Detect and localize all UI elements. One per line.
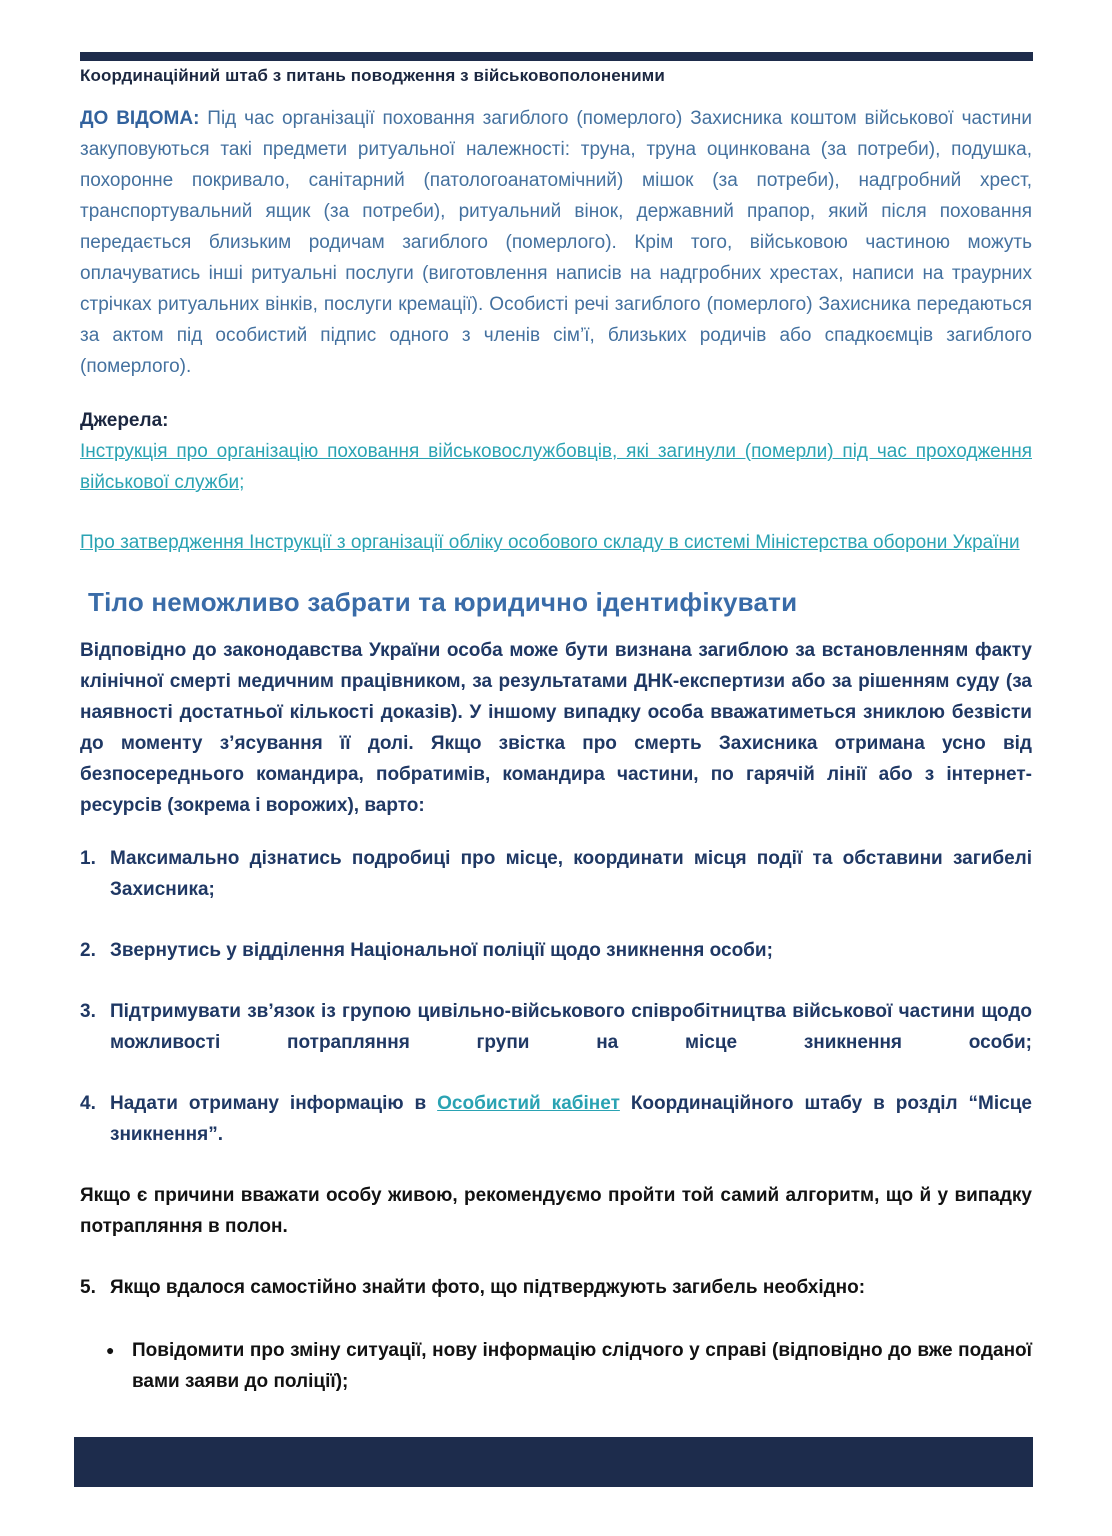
document-header: Координаційний штаб з питань поводження з військовополоненими [80,66,665,85]
bullet-text: Повідомити про зміну ситуації, нову інформацію слідчого у справі (відповідно до вже поданої вами заяви до поліції); [132,1340,1032,1392]
item-number: 1. [80,848,96,869]
sources-heading: Джерела: [80,410,169,431]
item-number: 3. [80,1001,96,1022]
list-item-4 [80,1088,1032,1150]
item-text: Якщо вдалося самостійно знайти фото, що підтверджують загибель необхідно: [110,1277,866,1298]
list-item-3 [80,996,1032,1058]
footer-bar [74,1437,1033,1487]
numbered-list [80,843,1032,1150]
item-number: 5. [80,1277,96,1298]
top-divider-bar [80,52,1033,61]
note-paragraph: Якщо є причини вважати особу живою, рекомендуємо пройти той самий алгоритм, що й у випадку потрапляння в полон. [80,1185,1032,1237]
item-number: 2. [80,940,96,961]
source-link-row [80,436,1032,498]
intro-paragraph [80,103,1032,382]
item-text: Звернутись у відділення Національної поліції щодо зникнення особи; [110,940,773,961]
list-item-5 [80,1272,1032,1303]
intro-text: Під час організації поховання загиблого (померлого) Захисника коштом військової частини закуповуються такі предмети ритуальної належності: труна, труна оцинкована (за потреби), подушка, похоронне покривало, санітарний (патологоанатомічний) мішок (за потреби), надгробний хрест, транспортувальний ящик (за потреби), ритуальний вінок, державний прапор, який після поховання передається близьким родичам загиблого (померлого). Крім того, військовою частиною можуть оплачуватись інші ритуальні послуги (виготовлення написів на надгробних хрестах, написи на траурних стрічках ритуальних вінків, послуги кремації). Особисті речі загиблого (померлого) Захисника передаються за актом під особистий підпис одного з членів сім’ї, близьких родичів або спадкоємців загиблого (померлого). [80,108,1032,377]
item-number: 4. [80,1093,96,1114]
item-text-after: Координаційного штабу в розділ “Місце зникнення”. [110,1093,1032,1145]
personal-cabinet-link[interactable]: Особистий кабінет [437,1093,620,1114]
section-paragraph: Відповідно до законодавства України особа може бути визнана загиблою за встановленням факту клінічної смерті медичним працівником, за результатами ДНК-експертизи або за рішенням суду (за наявності достатньої кількості доказів). У іншому випадку особа вважатиметься зниклою безвісти до моменту з’ясування її долі. Якщо звістка про смерть Захисника отримана усно від безпосереднього командира, побратимів, командира частини, по гарячій лінії або з інтернет-ресурсів (зокрема і ворожих), варто: [80,640,1032,816]
bullet-item [106,1335,1032,1397]
section-title: Тіло неможливо забрати та юридично ідентифікувати [88,587,798,617]
document-content [80,66,1032,1397]
intro-label: ДО ВІДОМА: [80,108,200,129]
source-link-burial-instruction[interactable]: Інструкція про організацію поховання військовослужбовців, які загинули (померли) під час проходження військової служби; [80,441,1032,493]
item-text: Підтримувати зв’язок із групою цивільно-військового співробітництва військової частини щодо можливості потрапляння групи на місце зникнення особи; [110,1001,1032,1053]
item-text-before: Надати отриману інформацію в [110,1093,438,1114]
list-item-1 [80,843,1032,905]
source-link-personnel-accounting[interactable]: Про затвердження Інструкції з організації обліку особового складу в системі Міністерства оборони України [80,532,1020,553]
item-text: Максимально дізнатись подробиці про місце, координати місця події та обставини загибелі Захисника; [110,848,1032,900]
source-link-row [80,527,1032,558]
bullet-icon: ● [106,1342,115,1358]
item-text [110,1088,1032,1150]
list-item-2 [80,935,1032,966]
